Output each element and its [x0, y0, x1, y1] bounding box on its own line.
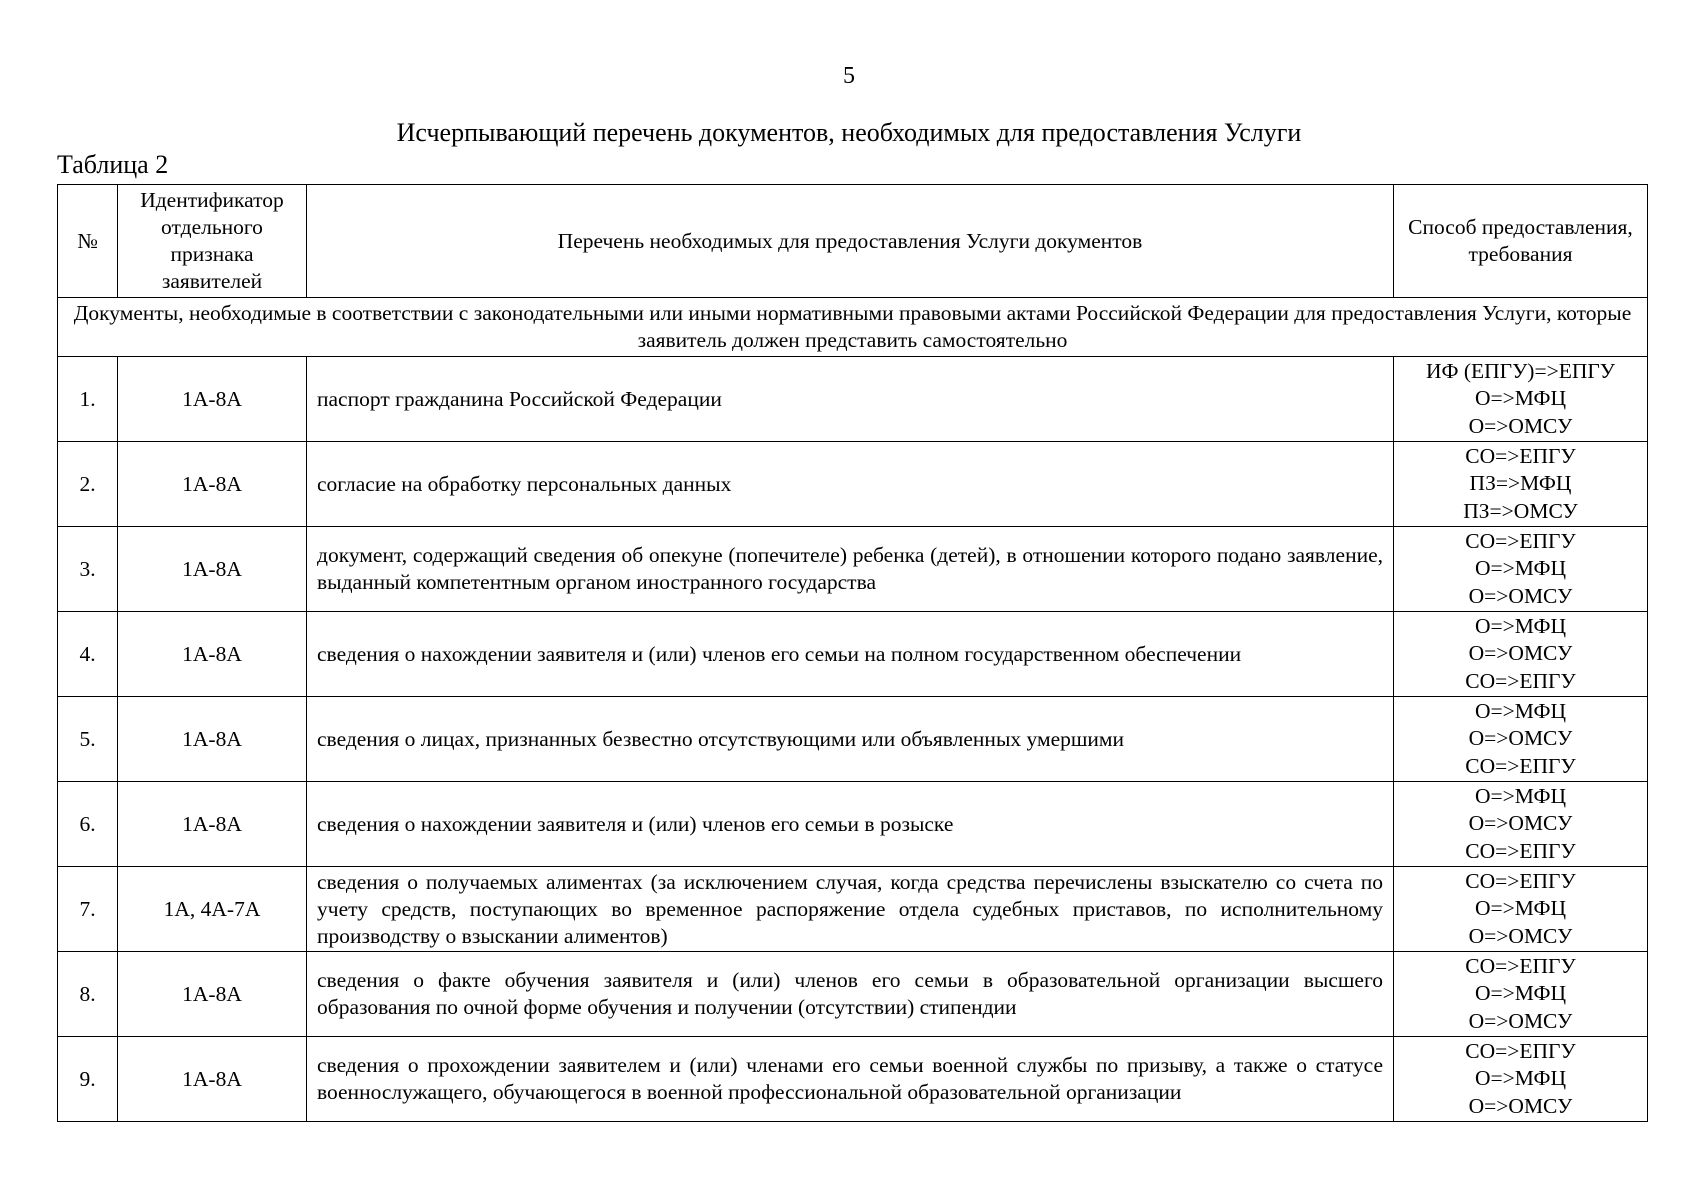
row-document: сведения о лицах, признанных безвестно отсутствующими или объявленных умершими — [307, 697, 1394, 782]
row-number: 2. — [58, 442, 118, 527]
row-method — [1394, 1037, 1648, 1122]
documents-table — [57, 184, 1648, 1122]
method-line: О=>МФЦ — [1474, 896, 1567, 921]
method-line: О=>МФЦ — [1474, 613, 1567, 638]
page-number: 5 — [843, 63, 855, 89]
row-number: 8. — [58, 952, 118, 1037]
row-number: 4. — [58, 612, 118, 697]
row-number: 1. — [58, 357, 118, 442]
row-method — [1394, 612, 1648, 697]
table-label: Таблица 2 — [57, 150, 169, 179]
method-line: О=>ОМСУ — [1468, 1008, 1573, 1033]
table-row — [58, 782, 1648, 867]
method-line: ПЗ=>МФЦ — [1469, 471, 1572, 496]
method-line: О=>МФЦ — [1474, 698, 1567, 723]
method-line: О=>ОМСУ — [1468, 923, 1573, 948]
header-identifier: Идентификатор отдельного признака заявителей — [118, 185, 307, 298]
method-line: О=>ОМСУ — [1468, 726, 1573, 751]
method-line: О=>ОМСУ — [1468, 641, 1573, 666]
document-title — [0, 118, 1698, 148]
method-line: О=>МФЦ — [1474, 556, 1567, 581]
row-document: документ, содержащий сведения об опекуне (попечителе) ребенка (детей), в отношении которого подано заявление, выданный компетентным органом иностранного государства — [307, 527, 1394, 612]
method-line: СО=>ЕПГУ — [1465, 753, 1576, 778]
row-identifier: 1А-8А — [118, 612, 307, 697]
row-identifier: 1А, 4А-7А — [118, 867, 307, 952]
method-line: СО=>ЕПГУ — [1465, 1038, 1576, 1063]
row-identifier: 1А-8А — [118, 697, 307, 782]
method-line: О=>ОМСУ — [1468, 413, 1573, 438]
row-method — [1394, 782, 1648, 867]
row-identifier: 1А-8А — [118, 357, 307, 442]
row-method — [1394, 867, 1648, 952]
table-row — [58, 1037, 1648, 1122]
method-line: ИФ (ЕПГУ)=>ЕПГУ — [1425, 358, 1616, 383]
row-document: сведения о получаемых алиментах (за исключением случая, когда средства перечислены взыскателю со счета по учету средств, поступающих во временное распоряжение отдела судебных приставов, по исполнительному производству о взыскании алиментов) — [307, 867, 1394, 952]
row-identifier: 1А-8А — [118, 527, 307, 612]
method-line: ПЗ=>ОМСУ — [1463, 498, 1578, 523]
method-line: СО=>ЕПГУ — [1465, 868, 1576, 893]
row-identifier: 1А-8А — [118, 782, 307, 867]
row-method — [1394, 442, 1648, 527]
row-number: 3. — [58, 527, 118, 612]
row-identifier: 1А-8А — [118, 952, 307, 1037]
method-line: О=>ОМСУ — [1468, 811, 1573, 836]
row-method — [1394, 697, 1648, 782]
row-document: сведения о прохождении заявителем и (или) членами его семьи военной службы по призыву, а также о статусе военнослужащего, обучающегося в военной профессиональной образовательной организации — [307, 1037, 1394, 1122]
method-line: О=>МФЦ — [1474, 981, 1567, 1006]
table-header-row — [58, 185, 1648, 298]
row-number: 9. — [58, 1037, 118, 1122]
method-line: О=>МФЦ — [1474, 1066, 1567, 1091]
row-identifier: 1А-8А — [118, 1037, 307, 1122]
method-line: О=>МФЦ — [1474, 386, 1567, 411]
header-document-list: Перечень необходимых для предоставления Услуги документов — [307, 185, 1394, 298]
section-row — [58, 298, 1648, 357]
row-method — [1394, 952, 1648, 1037]
table-row — [58, 527, 1648, 612]
row-number: 5. — [58, 697, 118, 782]
document-title-text: Исчерпывающий перечень документов, необходимых для предоставления Услуги — [396, 118, 1302, 147]
row-number: 7. — [58, 867, 118, 952]
table-row — [58, 697, 1648, 782]
method-line: О=>МФЦ — [1474, 783, 1567, 808]
row-number: 6. — [58, 782, 118, 867]
section-title: Документы, необходимые в соответствии с законодательными или иными нормативными правовыми актами Российской Федерации для предоставления Услуги, которые заявитель должен представить самостоятельно — [58, 298, 1648, 357]
row-document: паспорт гражданина Российской Федерации — [307, 357, 1394, 442]
row-document: согласие на обработку персональных данных — [307, 442, 1394, 527]
table-row — [58, 952, 1648, 1037]
header-method: Способ предоставления, требования — [1394, 185, 1648, 298]
table-row — [58, 357, 1648, 442]
table-row — [58, 867, 1648, 952]
table-row — [58, 612, 1648, 697]
method-line: СО=>ЕПГУ — [1465, 443, 1576, 468]
method-line: СО=>ЕПГУ — [1465, 668, 1576, 693]
method-line: СО=>ЕПГУ — [1465, 953, 1576, 978]
row-identifier: 1А-8А — [118, 442, 307, 527]
row-document: сведения о нахождении заявителя и (или) членов его семьи в розыске — [307, 782, 1394, 867]
row-method — [1394, 357, 1648, 442]
row-document: сведения о нахождении заявителя и (или) членов его семьи на полном государственном обеспечении — [307, 612, 1394, 697]
row-method — [1394, 527, 1648, 612]
row-document: сведения о факте обучения заявителя и (или) членов его семьи в образовательной организации высшего образования по очной форме обучения и получении (отсутствии) стипендии — [307, 952, 1394, 1037]
method-line: СО=>ЕПГУ — [1465, 528, 1576, 553]
header-num: № — [58, 185, 118, 298]
table-row — [58, 442, 1648, 527]
method-line: СО=>ЕПГУ — [1465, 838, 1576, 863]
method-line: О=>ОМСУ — [1468, 583, 1573, 608]
method-line: О=>ОМСУ — [1468, 1093, 1573, 1118]
